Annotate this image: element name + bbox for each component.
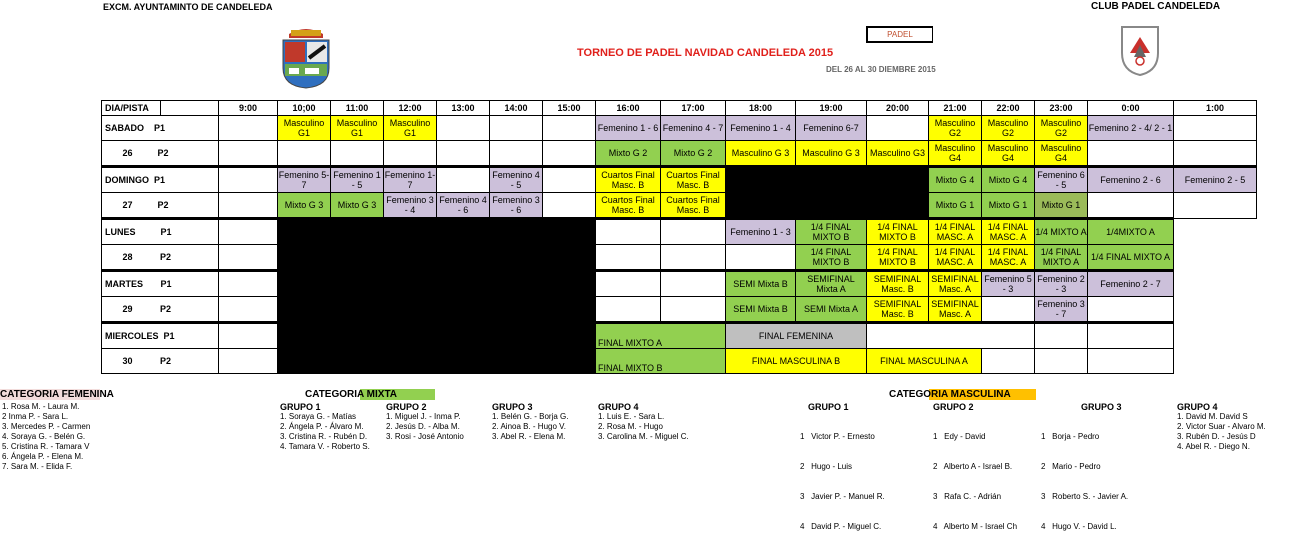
match-cell: Femenino 2 - 3 [1035, 271, 1088, 297]
list-item: 2. Ángela P. - Álvaro M. [280, 422, 364, 431]
match-cell: SEMIFINAL Masc. B [867, 297, 929, 323]
match-cell: Mixto G 1 [1035, 193, 1088, 219]
list-item: 4. Abel R. - Diego N. [1177, 442, 1250, 451]
match-cell: FINAL MIXTO B [596, 349, 726, 374]
list-item: 4. Tamara V. - Roberto S. [280, 442, 370, 451]
padel-label-box: PADEL [866, 26, 933, 43]
match-cell: SEMI Mixta A [796, 297, 867, 323]
date-range: DEL 26 AL 30 DIEMBRE 2015 [826, 65, 936, 74]
match-cell: Mixto G 4 [929, 167, 982, 193]
match-cell: SEMIFINAL Masc. B [867, 271, 929, 297]
match-cell: Femenino 4 - 5 [490, 167, 543, 193]
row-label: 28 P2 [102, 245, 219, 271]
list-item: 1. David M. David S [1177, 412, 1248, 421]
row-label: MIERCOLES P1 [102, 323, 219, 349]
list-item: 1. Miguel J. - Inma P. [386, 412, 461, 421]
masculina-group-4 [1177, 402, 1266, 452]
list-item: 2. Victor Suar - Alvaro M. [1177, 422, 1266, 431]
row-label: 29 P2 [102, 297, 219, 323]
match-cell: Femenino 3 - 6 [490, 193, 543, 219]
mixta-group-4 [598, 402, 689, 442]
match-cell: Mixto G 2 [596, 141, 661, 167]
list-item: 2 Inma P. - Sara L. [2, 412, 69, 421]
list-item: 3 Rafa C. - Adrián [933, 492, 1002, 501]
match-cell: Femenino 2 - 7 [1088, 271, 1174, 297]
list-item: 4 David P. - Miguel C. [800, 522, 882, 531]
blocked-slot [278, 219, 596, 374]
list-item: 1. Luis E. - Sara L. [598, 412, 665, 421]
list-item: 7. Sara M. - Elida F. [2, 462, 73, 471]
match-cell: FINAL FEMENINA [726, 323, 867, 349]
time-header: 13:00 [437, 101, 490, 116]
match-cell: 1/4 FINAL MIXTO B [796, 219, 867, 245]
masculina-group-3 [1041, 402, 1128, 552]
match-cell: 1/4 FINAL MASC. A [929, 219, 982, 245]
match-cell: Masculino G1 [384, 116, 437, 141]
time-header: 18:00 [726, 101, 796, 116]
time-header: 16:00 [596, 101, 661, 116]
match-cell: Masculino G1 [278, 116, 331, 141]
match-cell: 1/4 FINAL MIXTO A [1088, 245, 1174, 271]
match-cell: Cuartos Final Masc. B [596, 167, 661, 193]
row-label: DOMINGO P1 [102, 167, 219, 193]
mixta-group-1 [280, 402, 370, 452]
corner-label: DIA/PISTA [102, 101, 161, 116]
list-item: 5. Cristina R. - Tamara V [2, 442, 90, 451]
time-header: 0:00 [1088, 101, 1174, 116]
organizer-left: EXCM. AYUNTAMINTO DE CANDELEDA [103, 2, 273, 12]
match-cell: SEMIFINAL Masc. A [929, 271, 982, 297]
match-cell: Femenino 2 - 5 [1174, 167, 1257, 193]
time-header: 10;00 [278, 101, 331, 116]
row-label: 26 P2 [102, 141, 219, 167]
match-cell: 1/4 FINAL MIXTO B [796, 245, 867, 271]
match-cell: Masculino G4 [929, 141, 982, 167]
match-cell: Femenino 1 - 4 [726, 116, 796, 141]
group-title: GRUPO 4 [1177, 402, 1218, 412]
list-item: 6. Ángela P. - Elena M. [2, 452, 84, 461]
match-cell: Masculino G2 [982, 116, 1035, 141]
match-cell: Mixto G 2 [661, 141, 726, 167]
group-title: GRUPO 2 [386, 402, 427, 412]
group-title: GRUPO 2 [933, 402, 974, 412]
list-item: 2. Ainoa B. - Hugo V. [492, 422, 566, 431]
time-header: 14:00 [490, 101, 543, 116]
match-cell: Femenino 1 - 3 [726, 219, 796, 245]
list-item: 2 Mario - Pedro [1041, 462, 1101, 471]
match-cell: SEMI Mixta B [726, 297, 796, 323]
match-cell: 1/4 FINAL MASC. A [929, 245, 982, 271]
mixta-group-3 [492, 402, 568, 442]
list-item: 1. Rosa M. - Laura M. [2, 402, 80, 411]
time-header: 23:00 [1035, 101, 1088, 116]
match-cell: SEMI Mixta B [726, 271, 796, 297]
list-item: 2. Rosa M. - Hugo [598, 422, 663, 431]
femenina-list [2, 402, 102, 472]
match-cell: Femenino 1 - 5 [331, 167, 384, 193]
time-header: 12:00 [384, 101, 437, 116]
time-header: 19:00 [796, 101, 867, 116]
match-cell: Femenino 2 - 6 [1088, 167, 1174, 193]
match-cell: Mixto G 3 [331, 193, 384, 219]
organizer-right: CLUB PADEL CANDELEDA [1091, 1, 1221, 12]
group-title: GRUPO 3 [1081, 402, 1122, 412]
match-cell: Femenino 5 - 3 [982, 271, 1035, 297]
time-header: 21:00 [929, 101, 982, 116]
list-item: 3. Mercedes P. - Carmen [2, 422, 91, 431]
time-header: 20:00 [867, 101, 929, 116]
list-item: 3. Carolina M. - Miguel C. [598, 432, 689, 441]
time-header: 15:00 [543, 101, 596, 116]
list-item: 3. Abel R. - Elena M. [492, 432, 566, 441]
match-cell: 1/4 FINAL MIXTO B [867, 219, 929, 245]
list-item: 3 Roberto S. - Javier A. [1041, 492, 1129, 501]
match-cell: Femenino 6 - 5 [1035, 167, 1088, 193]
list-item: 1 Borja - Pedro [1041, 432, 1100, 441]
masculina-group-1 [800, 402, 885, 552]
blocked-slot [726, 167, 929, 219]
match-cell: FINAL MIXTO A [596, 323, 726, 349]
club-logo-icon [1118, 23, 1162, 77]
match-cell: Femenino 3 - 7 [1035, 297, 1088, 323]
row-label: LUNES P1 [102, 219, 219, 245]
list-item: 1 Victor P. - Ernesto [800, 432, 875, 441]
category-mixta-label: CATEGORIA MIXTA [305, 389, 435, 400]
match-cell: Masculino G4 [1035, 141, 1088, 167]
row-label: 27 P2 [102, 193, 219, 219]
match-cell: Femenino 1-7 [384, 167, 437, 193]
match-cell: Femenino 2 - 4/ 2 - 1 [1088, 116, 1174, 141]
schedule-grid [101, 100, 1257, 374]
match-cell: Masculino G3 [867, 141, 929, 167]
match-cell: Mixto G 1 [929, 193, 982, 219]
mixta-group-2 [386, 402, 464, 442]
row-label: MARTES P1 [102, 271, 219, 297]
page-title: TORNEO DE PADEL NAVIDAD CANDELEDA 2015 [577, 47, 834, 59]
match-cell: SEMIFINAL Masc. A [929, 297, 982, 323]
match-cell: Cuartos Final Masc. B [661, 193, 726, 219]
group-title: GRUPO 1 [808, 402, 849, 412]
list-item: 4 Hugo V. - David L. [1041, 522, 1117, 531]
list-item: 3. Rosi - José Antonio [386, 432, 464, 441]
match-cell: Masculino G 3 [796, 141, 867, 167]
masculina-group-2 [933, 402, 1037, 552]
match-cell: Masculino G2 [1035, 116, 1088, 141]
list-item: 3. Cristina R. - Rubén D. [280, 432, 368, 441]
list-item: 3. Rubén D. - Jesús D [1177, 432, 1256, 441]
time-header: 1:00 [1174, 101, 1257, 116]
match-cell: Masculino G 3 [726, 141, 796, 167]
match-cell: SEMIFINAL Mixta A [796, 271, 867, 297]
group-title: GRUPO 3 [492, 402, 533, 412]
group-title: GRUPO 4 [598, 402, 639, 412]
match-cell: Mixto G 4 [982, 167, 1035, 193]
match-cell: Mixto G 1 [982, 193, 1035, 219]
category-femenina-label: CATEGORIA FEMENINA [0, 389, 114, 400]
match-cell: Mixto G 3 [278, 193, 331, 219]
match-cell: Cuartos Final Masc. B [661, 167, 726, 193]
match-cell: Masculino G1 [331, 116, 384, 141]
match-cell: 1/4MIXTO A [1088, 219, 1174, 245]
list-item: 1 Edy - David [933, 432, 986, 441]
match-cell: Masculino G2 [929, 116, 982, 141]
list-item: 2. Jesús D. - Alba M. [386, 422, 460, 431]
match-cell: Femenino 6-7 [796, 116, 867, 141]
time-header: 17:00 [661, 101, 726, 116]
list-item: 4. Soraya G. - Belén G. [2, 432, 86, 441]
list-item: 2 Alberto A - Israel B. [933, 462, 1013, 471]
match-cell: 1/4 FINAL MIXTO B [867, 245, 929, 271]
group-title: GRUPO 1 [280, 402, 321, 412]
match-cell: Femenino 3 - 4 [384, 193, 437, 219]
match-cell: Femenino 1 - 6 [596, 116, 661, 141]
match-cell: Femenino 4 - 7 [661, 116, 726, 141]
match-cell: FINAL MASCULINA A [867, 349, 982, 374]
match-cell: Cuartos Final Masc. B [596, 193, 661, 219]
town-crest-icon [279, 24, 333, 90]
row-label: 30 P2 [102, 349, 219, 374]
match-cell: Masculino G4 [982, 141, 1035, 167]
match-cell: FINAL MASCULINA B [726, 349, 867, 374]
match-cell: 1/4 FINAL MASC. A [982, 245, 1035, 271]
row-label: SABADO P1 [102, 116, 219, 141]
time-header: 22:00 [982, 101, 1035, 116]
match-cell: 1/4 FINAL MIXTO A [1035, 245, 1088, 271]
match-cell: Femenino 4 - 6 [437, 193, 490, 219]
match-cell: Femenino 5-7 [278, 167, 331, 193]
match-cell: 1/4 FINAL MASC. A [982, 219, 1035, 245]
match-cell: 1/4 MIXTO A [1035, 219, 1088, 245]
list-item: 2 Hugo - Luis [800, 462, 853, 471]
list-item: 4 Alberto M - Israel Ch [933, 522, 1018, 531]
list-item: 1. Soraya G. - Matías [280, 412, 357, 421]
category-masculina-label: CATEGORIA MASCULINA [889, 389, 1036, 400]
time-header: 9:00 [219, 101, 278, 116]
time-header: 11:00 [331, 101, 384, 116]
list-item: 1. Belén G. - Borja G. [492, 412, 569, 421]
list-item: 3 Javier P. - Manuel R. [800, 492, 885, 501]
